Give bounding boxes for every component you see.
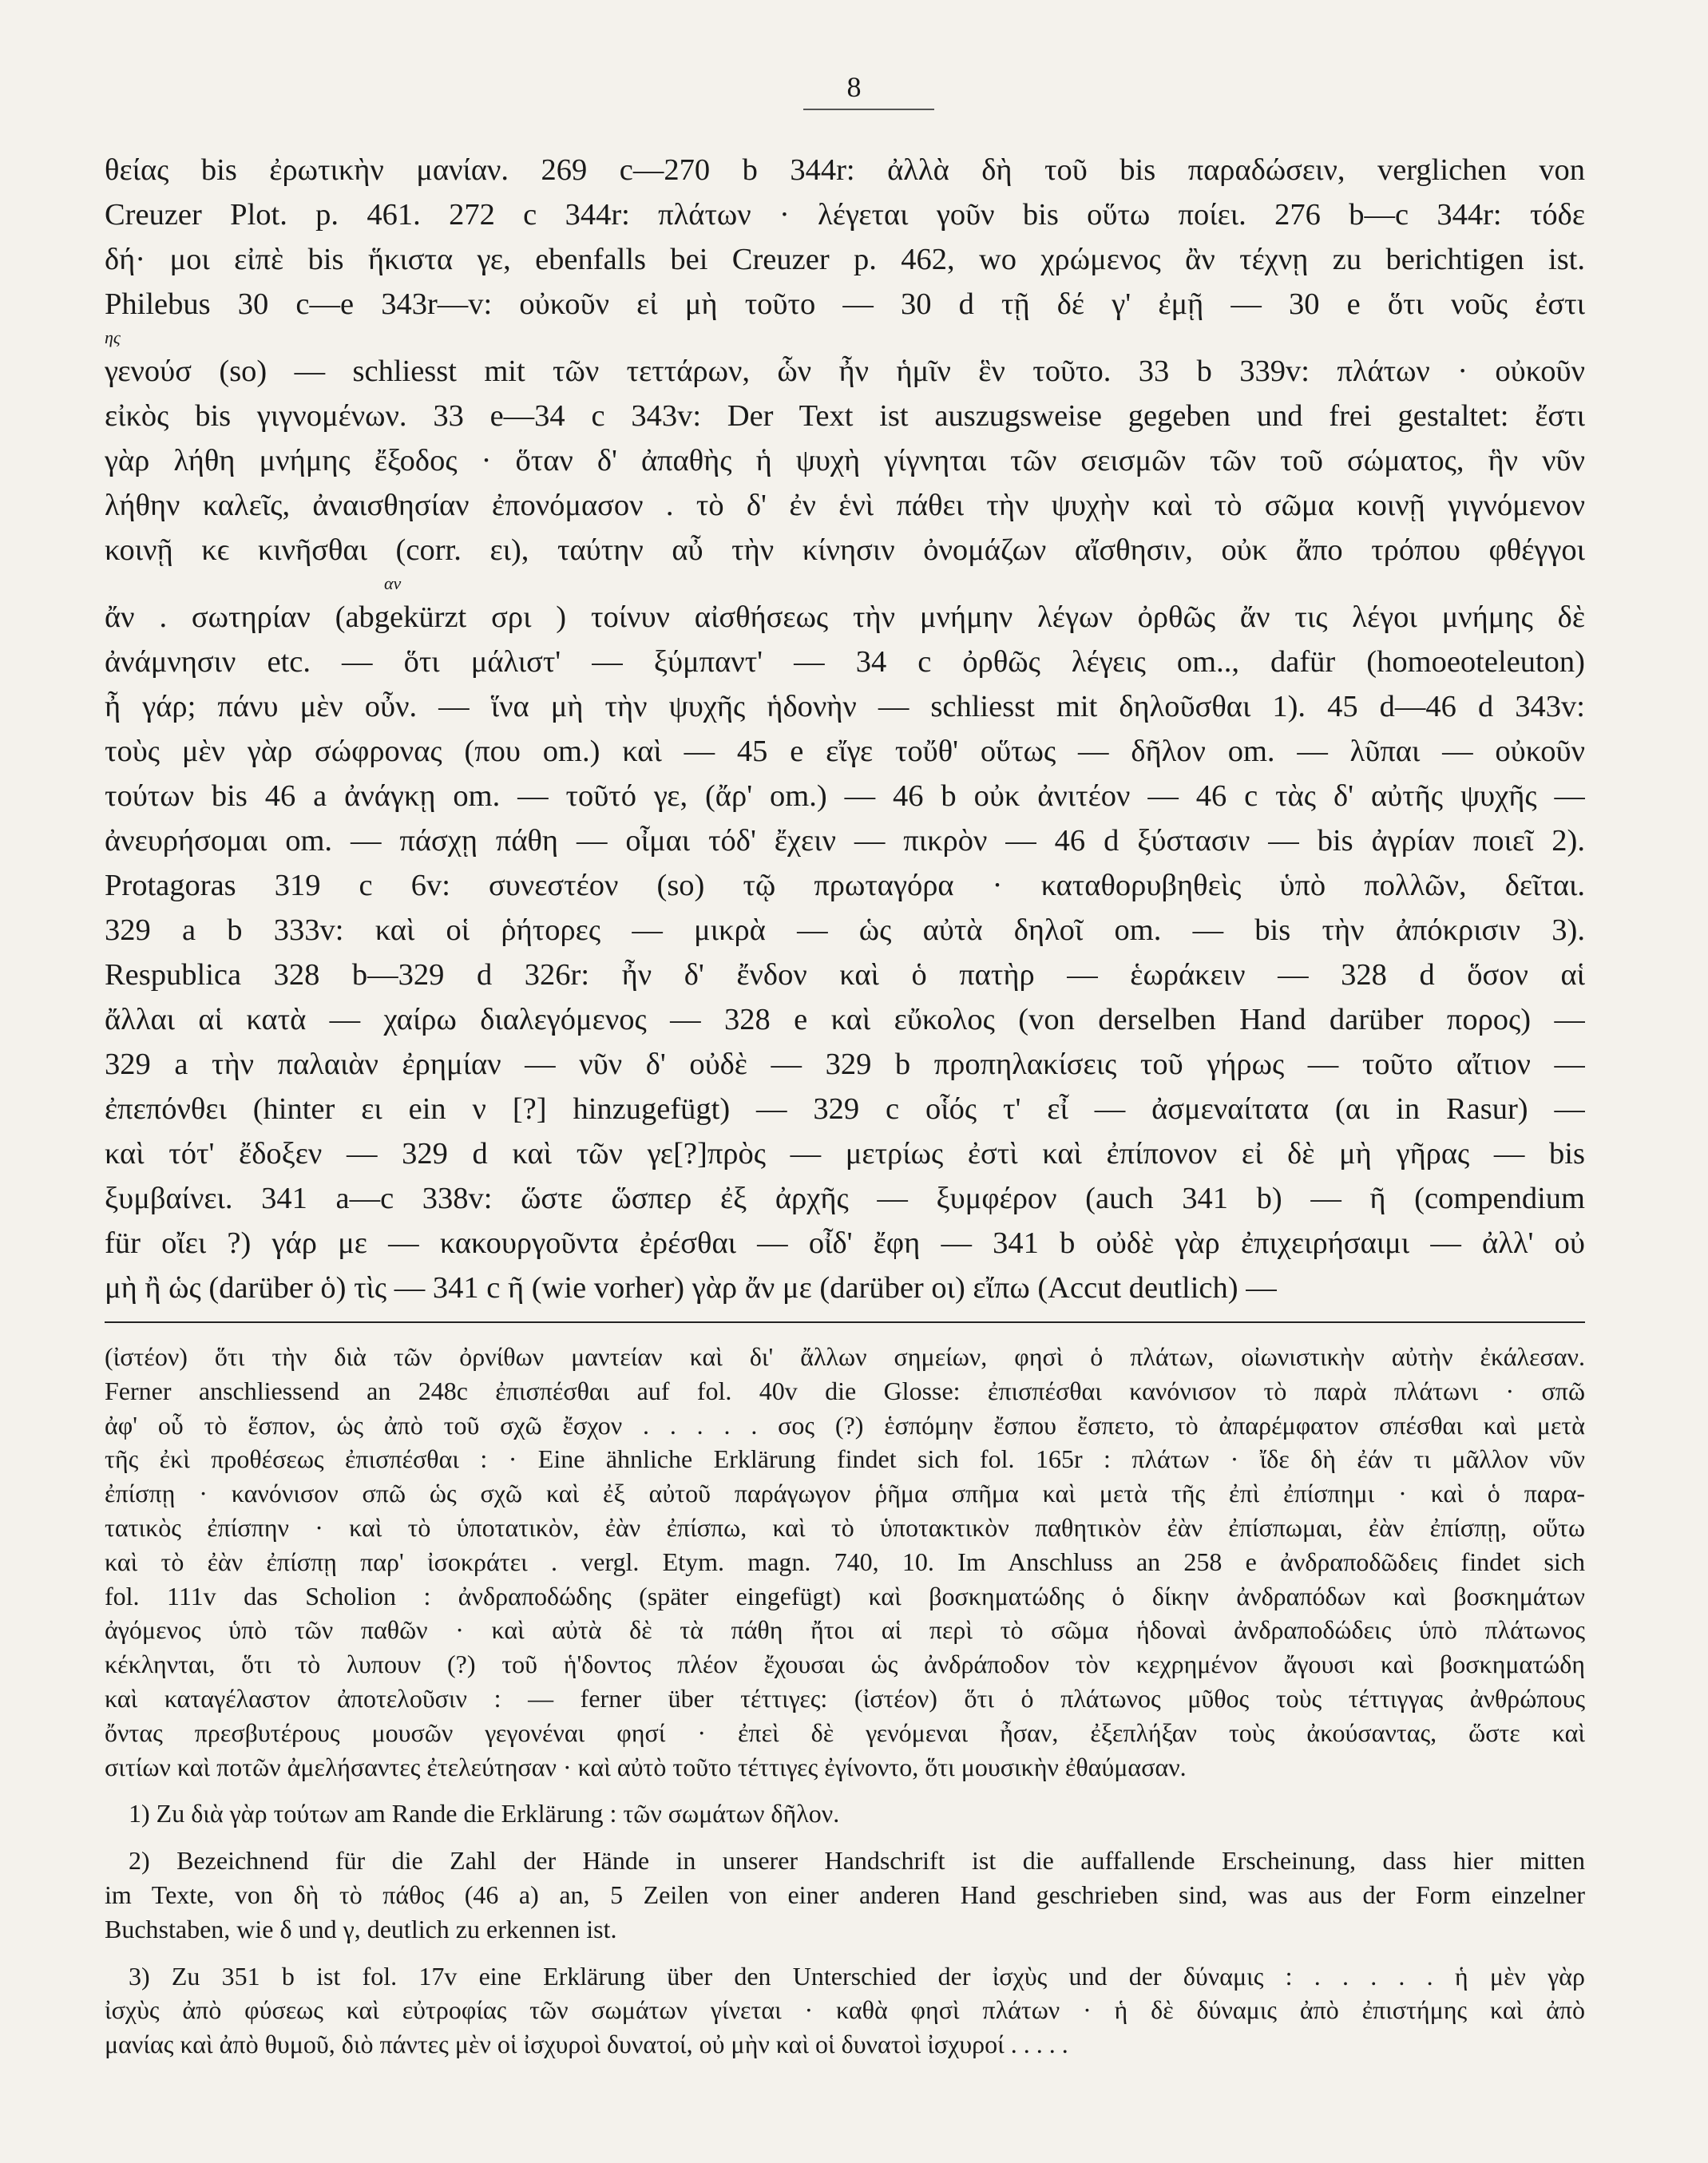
footnote-continuation-line: ἀφ' οὗ τὸ ἕσπον, ὡς ἀπὸ τοῦ σχῶ ἔσχον . . . . . σος (?) ἑσπόμην ἔσπου ἔσπετο, τὸ ἀπαρέμφατον σπέσθαι καὶ μετὰ xyxy=(105,1410,1585,1440)
footnote-2-line: 2) Bezeichnend für die Zahl der Hände in unserer Handschrift ist die auffallende Erscheinung, dass hier mitten xyxy=(129,1846,1585,1876)
footnote-gap xyxy=(105,1784,1585,1797)
footnote-continuation-line: καὶ τὸ ἐὰν ἐπίσπῃ παρ' ἰσοκράτει . vergl. Etym. magn. 740, 10. Im Anschluss an 258 e ἀνδραποδῶδεις findet sich xyxy=(105,1547,1585,1576)
text-line: ἄλλαι αἱ κατὰ — χαίρω διαλεγόμενος — 328 e καὶ εὔκολος (von derselben Hand darüber πορος) — xyxy=(105,1003,1585,1036)
text-line: für οἴει ?) γάρ με — κακουργοῦντα ἐρέσθαι — οἶδ' ἔφη — 341 b οὐδὲ γὰρ ἐπιχειρήσαιμι — ἀλλ' οὐ xyxy=(105,1226,1585,1260)
main-text xyxy=(105,148,1585,1310)
text-line: τοὺς μὲν γὰρ σώφρονας (που om.) καὶ — 45 e εἴγε τοὔθ' οὕτως — δῆλον om. — λῦπαι — οὐκοῦν xyxy=(105,735,1585,768)
text-line: μὴ ἢ ὡς (darüber ὁ) τὶς — 341 c ῆ (wie vorher) γὰρ ἄν με (darüber οι) εἴπω (Accut deutlich) — xyxy=(105,1271,1277,1305)
header-rule xyxy=(803,109,934,110)
footnote-2-line: Buchstaben, wie δ und γ, deutlich zu erkennen ist. xyxy=(105,1914,617,1943)
footnote-3-line: μανίας καὶ ἀπὸ θυμοῦ, διὸ πάντες μὲν οἱ ἰσχυροὶ δυνατοί, οὐ μὴν καὶ οἱ δυνατοὶ ἰσχυροί . . . . . xyxy=(105,2030,1068,2059)
text-line: τούτων bis 46 a ἀνάγκῃ om. — τοῦτό γε, (ἄρ' om.) — 46 b οὐκ ἀνιτέον — 46 c τὰς δ' αὐτῆς ψυχῆς — xyxy=(105,779,1585,813)
text-line: γὰρ λήθη μνήμης ἔξοδος · ὅταν δ' ἀπαθὴς ἡ ψυχὴ γίγνηται τῶν σεισμῶν τῶν τοῦ σώματος, ἣν νῦν xyxy=(105,444,1585,477)
footnote-gap xyxy=(105,1947,1585,1959)
footnote-continuation-line: τῆς ἐκὶ προθέσεως ἐπισπέσθαι : · Eine ähnliche Erklärung findet sich fol. 165r : πλάτων · ἴδε δὴ ἐάν τι μᾶλλον νῦν xyxy=(105,1444,1585,1474)
text-line: γενούσ (so) — schliesst mit τῶν τεττάρων, ὧν ἦν ἡμῖν ἓν τοῦτο. 33 b 339v: πλάτων · οὐκοῦν xyxy=(105,355,1585,388)
text-line: ξυμβαίνει. 341 a—c 338v: ὥστε ὥσπερ ἐξ ἀρχῆς — ξυμφέρον (auch 341 b) — ῆ (compendium xyxy=(105,1182,1585,1215)
footnote-continuation-line: fol. 111v das Scholion : ἀνδραποδώδης (später eingefügt) καὶ βοσκηματώδης ὁ δίκην ἀνδραπόδων καὶ βοσκημάτων xyxy=(105,1581,1585,1610)
footnote-2-line: im Texte, von δὴ τὸ πάθος (46 a) an, 5 Zeilen von einer anderen Hand geschrieben sind, was aus der Form einzelner xyxy=(105,1880,1585,1909)
text-line: ἐπεπόνθει (hinter ει ein ν [?] hinzugefügt) — 329 c οἷός τ' εἶ — ἀσμεναίτατα (αι in Rasur) — xyxy=(105,1092,1585,1126)
text-line: Creuzer Plot. p. 461. 272 c 344r: πλάτων · λέγεται γοῦν bis οὕτω ποίει. 276 b—c 344r: τόδε xyxy=(105,198,1585,232)
footnote-continuation-line: (ἰστέον) ὅτι τὴν διὰ τῶν ὀρνίθων μαντείαν καὶ δι' ἄλλων σημείων, φησὶ ὁ πλάτων, οἰωνιστικὴν αὐτὴν ἐκάλεσαν. xyxy=(105,1342,1585,1371)
footnote-continuation-line: τατικὸς ἐπίσπην · καὶ τὸ ὑποτατικὸν, ἐὰν ἐπίσπω, καὶ τὸ ὑποτακτικὸν παθητικὸν ἐὰν ἐπίσπωμαι, ἐὰν ἐπίσπῃ, οὕτω xyxy=(105,1512,1585,1542)
footnote-3-line: ἰσχὺς ἀπὸ φύσεως καὶ εὐτροφίας τῶν σωμάτων γίνεται · καθὰ φησὶ πλάτων · ἡ δὲ δύναμις ἀπὸ ἐπιστήμης καὶ ἀπὸ xyxy=(105,1995,1585,2025)
text-line: Respublica 328 b—329 d 326r: ἦν δ' ἔνδον καὶ ὁ πατὴρ — ἑωράκειν — 328 d ὅσον αἱ xyxy=(105,958,1585,992)
footnote-continuation-line: ἐπίσπῃ · κανόνισον σπῶ ὡς σχῶ καὶ ἐξ αὐτοῦ παράγωγον ῥῆμα σπῆμα καὶ μετὰ τῆς ἐπὶ ἐπίσπημι · καὶ ὁ παρα- xyxy=(105,1479,1585,1508)
text-line: ἦ γάρ; πάνυ μὲν οὖν. — ἵνα μὴ τὴν ψυχῆς ἡδονὴν — schliesst mit δηλοῦσθαι 1). 45 d—46 d 343v: xyxy=(105,690,1585,723)
text-line: Philebus 30 c—e 343r—v: οὐκοῦν εἰ μὴ τοῦτο — 30 d τῇ δέ γ' ἐμῇ — 30 e ὅτι νοῦς ἐστι xyxy=(105,287,1585,321)
footnote-divider xyxy=(105,1321,1585,1323)
footnote-gap xyxy=(105,1831,1585,1844)
footnote-area xyxy=(105,1340,1585,2062)
text-line: αν xyxy=(384,573,402,593)
text-line: 329 a b 333v: καὶ οἱ ῥήτορες — μικρὰ — ὡς αὐτὰ δηλοῖ om. — bis τὴν ἀπόκρισιν 3). xyxy=(105,913,1585,947)
text-line: καὶ τότ' ἔδοξεν — 329 d καὶ τῶν γε[?]πρὸς — μετρίως ἐστὶ καὶ ἐπίπονον εἰ δὲ μὴ γῆρας — bis xyxy=(105,1137,1585,1171)
footnote-continuation-line: σιτίων καὶ ποτῶν ἀμελήσαντες ἐτελεύτησαν · καὶ αὐτὸ τοῦτο τέττιγες ἐγίνοντο, ὅτι μουσικὴν ἐθαύμασαν. xyxy=(105,1752,1187,1781)
text-line: 329 a τὴν παλαιὰν ἐρημίαν — νῦν δ' οὐδὲ — 329 b προπηλακίσεις τοῦ γήρως — τοῦτο αἴτιον — xyxy=(105,1048,1585,1081)
text-line: ἄν . σωτηρίαν (abgekürzt σρι ) τοίνυν αἰσθήσεως τὴν μνήμην λέγων ὀρθῶς ἄν τις λέγοι μνήμης δὲ xyxy=(105,600,1585,634)
text-line: εἰκὸς bis γιγνομένων. 33 e—34 c 343v: Der Text ist auszugsweise gegeben und frei gestaltet: ἔστι xyxy=(105,399,1585,433)
text-line: θείας bis ἐρωτικὴν μανίαν. 269 c—270 b 344r: ἀλλὰ δὴ τοῦ bis παραδώσειν, verglichen von xyxy=(105,153,1585,187)
footnote-continuation-line: ὄντας πρεσβυτέρους μουσῶν γεγονέναι φησί · ἐπεὶ δὲ γενόμεναι ἦσαν, ἐξεπλήξαν τοὺς ἀκούσαντας, ὥστε καὶ xyxy=(105,1717,1585,1747)
page-number: 8 xyxy=(846,71,862,103)
footnote-continuation-line: κέκληνται, ὅτι τὸ λυπουν (?) τοῦ ἡ'δοντος πλέον ἔχουσαι ὡς ἀνδράποδον τὸν κεχρημένον ἄγουσι καὶ βοσκηματώδη xyxy=(105,1650,1585,1679)
text-line: κοινῇ κϵ κινῆσθαι (corr. ει), ταύτην αὖ τὴν κίνησιν ὀνομάζων αἴσθησιν, οὐκ ἄπο τρόπου φθέγγοι xyxy=(105,533,1585,567)
text-line: λήθην καλεῖς, ἀναισθησίαν ἐπονόμασον . τὸ δ' ἐν ἑνὶ πάθει τὴν ψυχὴν καὶ τὸ σῶμα κοινῇ γιγνόμενον xyxy=(105,489,1585,522)
text-line: ἀνευρήσομαι om. — πάσχῃ πάθη — οἶμαι τόδ' ἔχειν — πικρὸν — 46 d ξύστασιν — bis ἀγρίαν ποιεῖ 2). xyxy=(105,824,1585,858)
footnote-1-line: 1) Zu διὰ γὰρ τούτων am Rande die Erklärung : τῶν σωμάτων δῆλον. xyxy=(129,1799,840,1828)
text-line: ἀνάμνησιν etc. — ὅτι μάλιστ' — ξύμπαντ' — 34 c ὀρθῶς λέγεις om.., dafür (homoeoteleuton) xyxy=(105,645,1585,679)
text-line: Protagoras 319 c 6v: συνεστέον (so) τῷ πρωταγόρα · καταθορυβηθεὶς ὑπὸ πολλῶν, δεῖται. xyxy=(105,869,1585,902)
footnote-continuation-line: καὶ καταγέλαστον ἀποτελοῦσιν : — ferner über τέττιγες: (ἰστέον) ὅτι ὁ πλάτωνος μῦθος τοὺς τέττιγγας ἀνθρώπους xyxy=(105,1683,1585,1713)
footnote-continuation-line: ἀγόμενος ὑπὸ τῶν παθῶν · καὶ αὐτὰ δὲ τὰ πάθη ἤτοι αἱ περὶ τὸ σῶμα ἡδοναὶ ἀνδραποδώδεις ὑπὸ πλάτωνος xyxy=(105,1615,1585,1645)
footnote-3-line: 3) Zu 351 b ist fol. 17v eine Erklärung über den Unterschied der ἰσχὺς und der δύναμις : . . . . . ἡ μὲν γὰρ xyxy=(129,1961,1585,1991)
text-line: δή· μοι εἰπὲ bis ἥκιστα γε, ebenfalls bei Creuzer p. 462, wo χρώμενος ἂν τέχνῃ zu berichtigen ist. xyxy=(105,243,1585,276)
footnote-continuation-line: Ferner anschliessend an 248c ἐπισπέσθαι auf fol. 40v die Glosse: ἐπισπέσθαι κανόνισον τὸ παρὰ πλάτωνι · σπῶ xyxy=(105,1376,1585,1405)
text-line: ης xyxy=(105,327,121,347)
